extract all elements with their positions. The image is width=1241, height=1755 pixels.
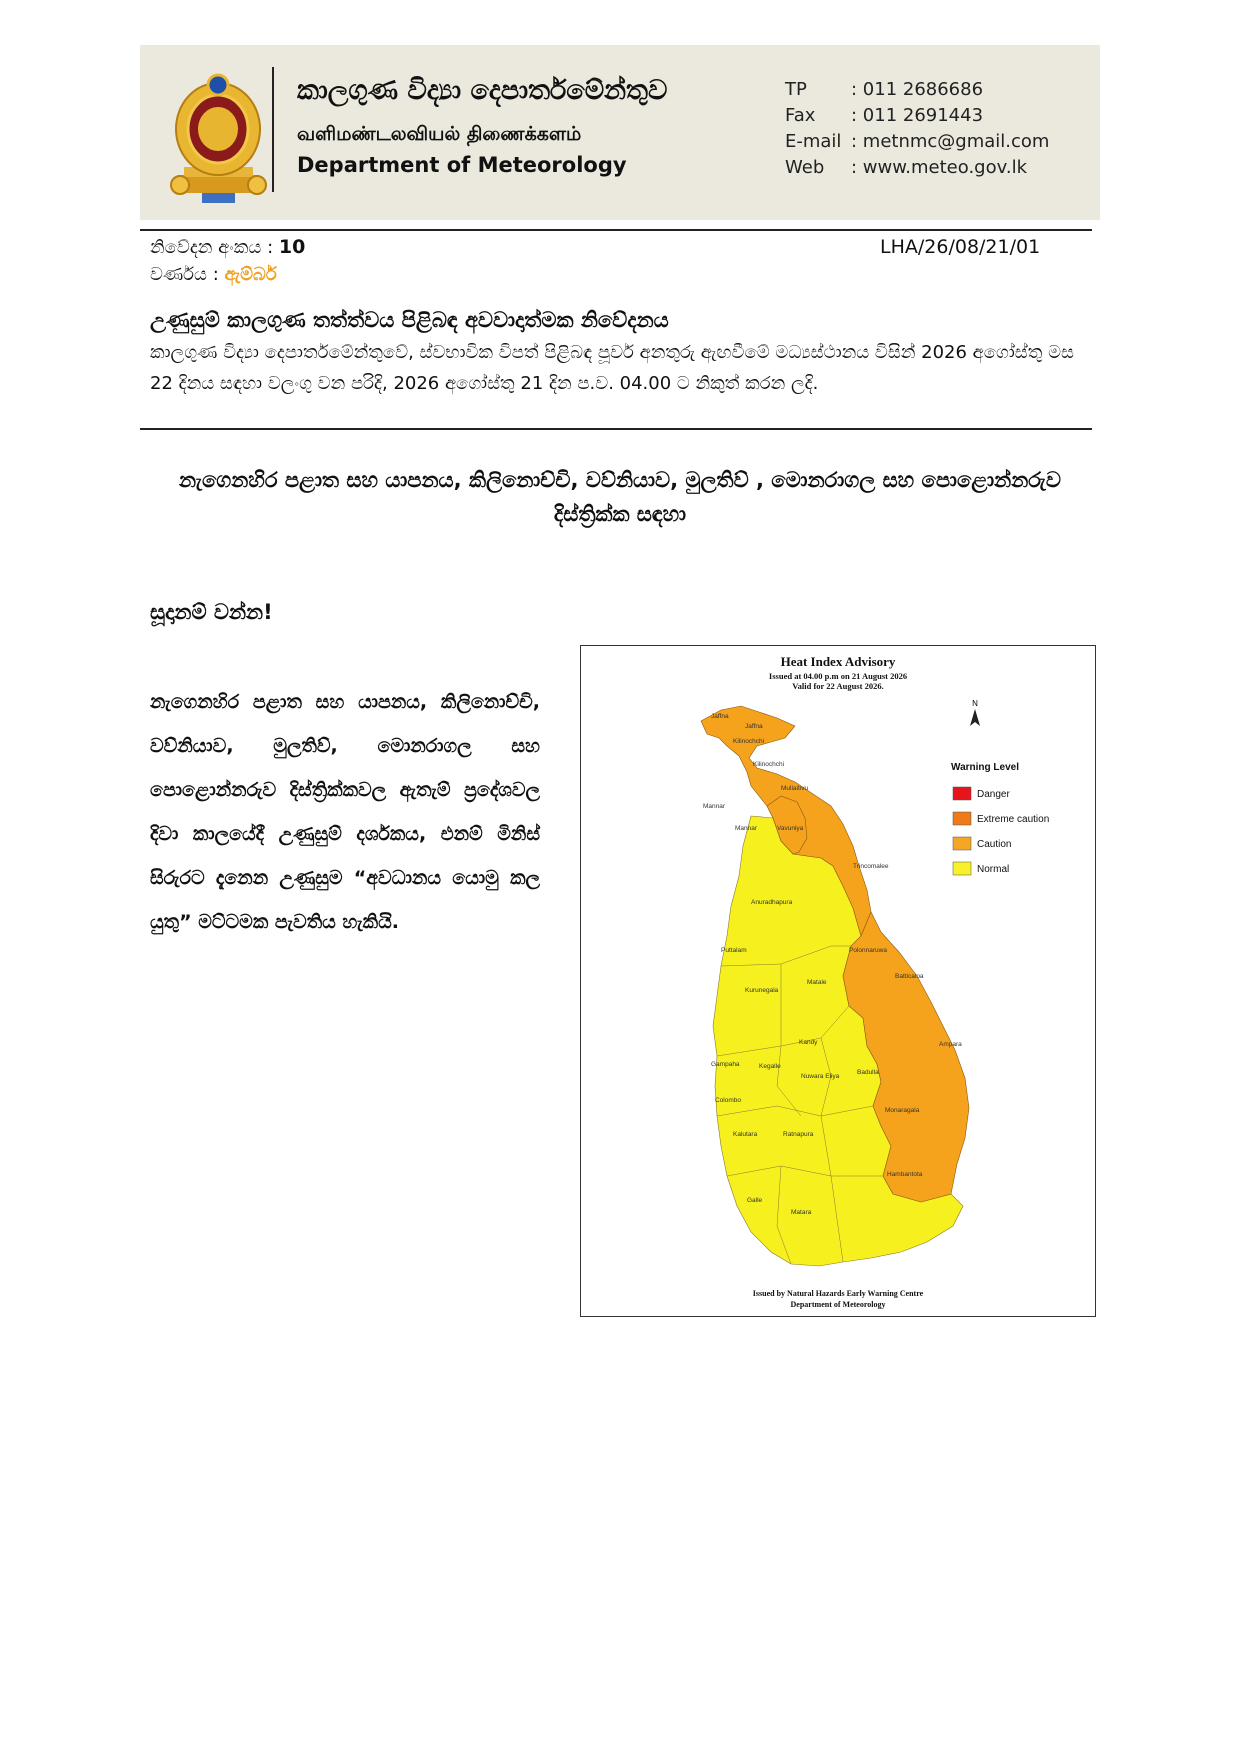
legend-swatch-caution [953,837,971,850]
district-label-matale: Matale [807,979,827,986]
map-footer-issuer: Issued by Natural Hazards Early Warning Centre [752,1289,924,1298]
map-title: Heat Index Advisory [780,654,896,669]
heat-index-map [580,645,1096,1317]
north-arrow-icon [970,699,980,726]
map-legend [951,762,1049,875]
district-label-puttalam: Puttalam [721,947,747,954]
contact-label: Fax [785,105,816,126]
notice-number-label: නිවේදන අංකය : [150,237,279,258]
district-label-mannar: Mannar [735,825,758,832]
header-divider [272,67,274,192]
letterhead [140,45,1100,220]
sri-lanka-emblem-icon [166,67,271,207]
district-label-colombo: Colombo [715,1097,742,1104]
contact-value: : 011 2686686 [851,79,984,100]
district-label-vavuniya: Vavuniya [777,825,804,832]
contact-value: : 011 2691443 [851,105,984,126]
notice-number-value: 10 [278,236,306,258]
notice-title: උණුසුම් කාලගුණ තත්ත්වය පිළිබඳ අවවාදාත්මක නිවේදනය [150,308,669,332]
district-label-kandy: Kandy [799,1039,818,1046]
reference-code: LHA/26/08/21/01 [880,236,1041,258]
district-label-matara: Matara [791,1209,812,1216]
contact-tp [785,77,1049,103]
district-label-badulla: Badulla [857,1069,879,1076]
legend-label-normal: Normal [977,864,1010,875]
notice-intro: කාලගුණ විද්‍යා දෙපාර්තමේන්තුවේ, ස්වභාවික විපත් පිළිබඳ පූර්ව අනතුරු ඇඟවීමේ මධ්‍යස්ථානය විසින් 2026 අගෝස්තු මස 22 දිනය සඳහා වලංගු වන පරිදි, 2026 අගෝස්තු 21 දින ප.ව. 04.00 ට නිකුත් කරන ලදි. [150,342,1074,394]
district-label-kurunegala: Kurunegala [745,987,779,994]
legend-label-caution: Caution [977,839,1012,850]
district-label-mannar: Mannar [703,803,726,810]
caution-heading: සූදානම් වන්න! [150,600,273,624]
contact-details [785,77,1049,181]
map-issued: Issued at 04.00 p.m on 21 August 2026 [768,671,908,681]
district-label-kilinochchi: Kilinochchi [753,761,785,768]
legend-title: Warning Level [951,762,1019,773]
contact-fax [785,103,1049,129]
org-name-english: Department of Meteorology [297,153,627,177]
district-label-jaffna: Jaffna [745,723,763,730]
legend-swatch-normal [953,862,971,875]
contact-value: : metnmc@gmail.com [851,131,1050,152]
org-name-tamil: வளிமண்டலவியல் திணைக்களம் [297,123,582,145]
district-label-kilinochchi: Kilinochchi [733,738,765,745]
map-valid: Valid for 22 August 2026. [792,681,884,691]
contact-email [785,129,1049,155]
north-label: N [972,699,978,708]
district-label-kegalle: Kegalle [759,1063,781,1070]
legend-swatch-extreme-caution [953,812,971,825]
warning-colour [150,264,277,285]
notice-number [150,236,305,258]
sri-lanka-map [581,646,1095,1316]
district-label-monaragala: Monaragala [885,1107,920,1114]
districts-heading: නැගෙනහිර පළාත සහ යාපනය, කිලිනොච්චි, වව්නියාව, මුලතිව් , මොනරාගල සහ පොළොන්නරුව දිස්ත්‍රික්ක සඳහා [179,468,1061,526]
district-label-anuradhapura: Anuradhapura [751,899,793,906]
divider-middle [140,428,1092,430]
district-label-galle: Galle [747,1197,763,1204]
district-label-nuwara-eliya: Nuwara Eliya [801,1073,840,1080]
district-label-batticaloa: Batticaloa [895,973,924,980]
district-label-jaffna: Jaffna [711,713,729,720]
district-label-trincomalee: Trincomalee [853,863,889,870]
contact-value: : www.meteo.gov.lk [851,157,1028,178]
legend-label-extreme-caution: Extreme caution [977,814,1050,825]
divider-top [140,229,1092,231]
org-name-sinhala: කාලගුණ විද්‍යා දෙපාර්තමේන්තුව [297,75,668,106]
district-label-ratnapura: Ratnapura [783,1131,814,1138]
district-label-kalutara: Kalutara [733,1131,758,1138]
contact-label: TP [785,79,807,100]
contact-label: Web [785,157,825,178]
contact-web [785,155,1049,181]
map-footer-department: Department of Meteorology [790,1300,886,1309]
district-label-polonnaruwa: Polonnaruwa [849,947,887,954]
district-label-mullaitivu: Mullaitivu [781,785,809,792]
contact-label: E-mail [785,131,842,152]
colour-label: වර්ණය : [150,264,225,285]
district-label-gampaha: Gampaha [711,1061,740,1068]
colour-value: ඇම්බර් [224,264,277,285]
district-label-hambantota: Hambantota [887,1171,923,1178]
legend-swatch-danger [953,787,971,800]
legend-label-danger: Danger [977,789,1010,800]
advisory-body: නැගෙනහිර පළාත සහ යාපනය, කිලිනොච්චි, වව්නියාව, මුලතිව්, මොනරාගල සහ පොළොන්නරුව දිස්ත්‍රික්කවල ඇතැම් ප්‍රදේශවල දිවා කාලයේදී උණුසුම් දර්ශකය, එනම් මිනිස් සිරුරට දැනෙන උණුසුම “අවධානය යොමු කල යුතු” මට්ටමක පැවතිය හැකියි. [150,691,540,933]
district-label-ampara: Ampara [939,1041,962,1048]
